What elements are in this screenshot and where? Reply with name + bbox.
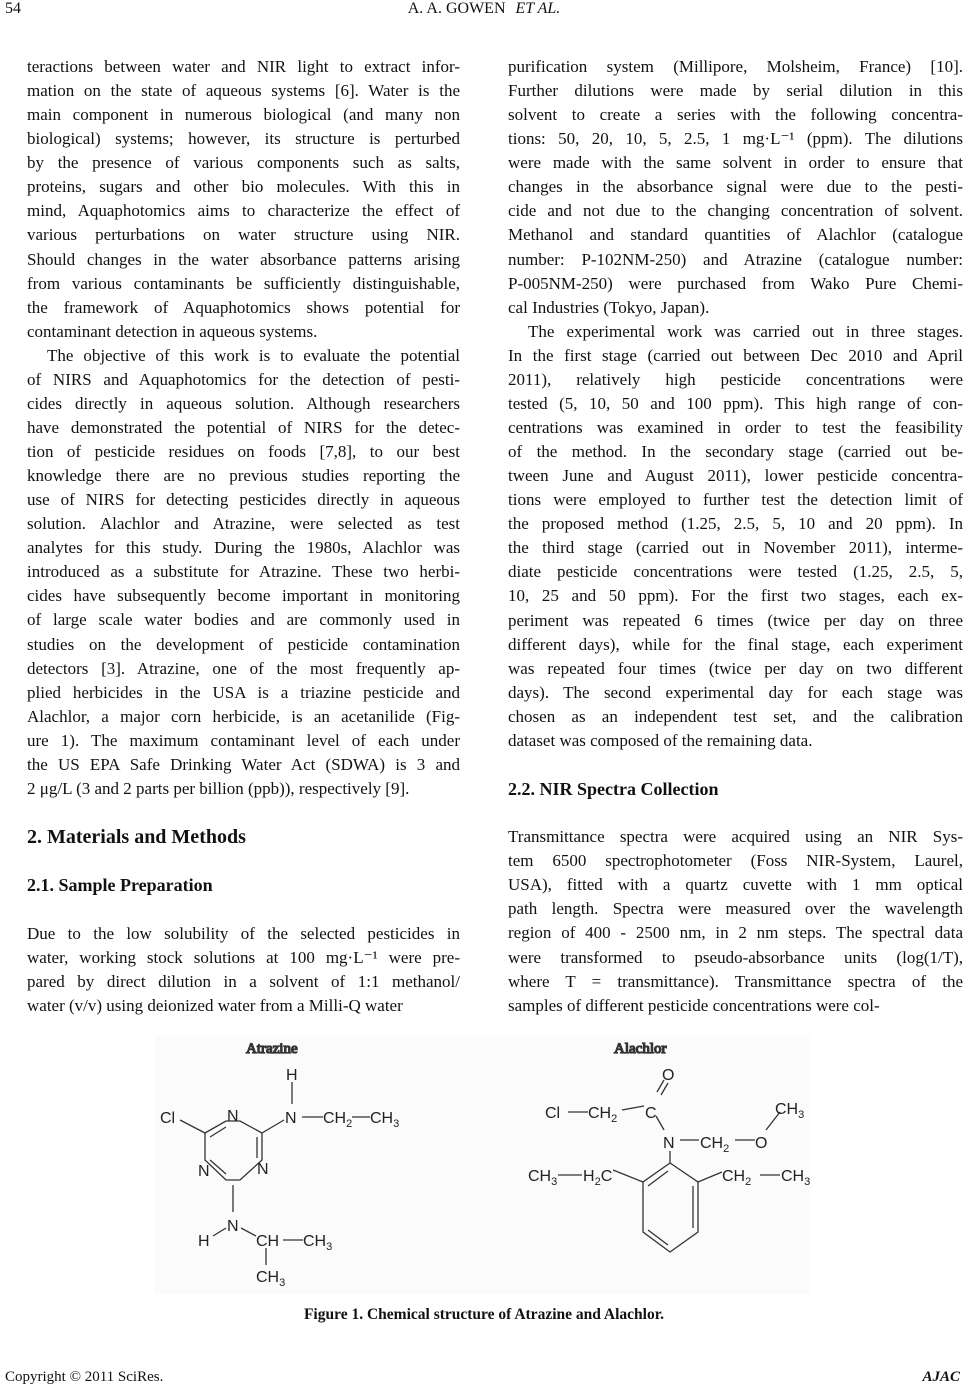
text-line: purification system (Millipore, Molsheim, France) [10].: [508, 57, 963, 76]
svg-text:Cl: Cl: [160, 1110, 176, 1127]
text-line: region of 400 - 2500 nm, in 2 nm steps. The spectral data: [508, 923, 963, 943]
text-line: Should changes in the water absorbance patterns arising: [27, 249, 460, 269]
svg-text:N: N: [227, 1218, 239, 1235]
svg-text:CH3: $CH_3$: [303, 1233, 333, 1253]
text-line: tween June and August 2011), lower pesticide concentra-: [508, 466, 963, 486]
text-line: Methanol and standard quantities of Alachlor (catalogue: [508, 225, 963, 245]
text-line: were transformed to pseudo-absorbance units (log(1/T),: [508, 947, 963, 967]
left-p3: [27, 922, 460, 1018]
text-line: biological) systems; however, its structure is perturbed: [27, 129, 460, 149]
text-line: different days), while for the final stage, each experiment: [508, 634, 963, 654]
svg-text:CH2: $CH_2$: [722, 1168, 752, 1188]
text-line: proteins, sugars and other bio molecules. With this in: [27, 177, 460, 197]
text-line: Further dilutions were made by serial dilution in this: [508, 81, 963, 101]
svg-text:CH2: $CH_2$: [323, 1110, 353, 1130]
svg-text:H2C: $H_2C$: [583, 1168, 613, 1188]
svg-text:CH: CH: [256, 1233, 280, 1250]
text-line: mind, Aquaphotomics aims to characterize the effect of: [27, 201, 460, 221]
text-line: various perturbations on water structure using NIR.: [27, 225, 460, 245]
text-line: introduced as a substitute for Atrazine. These two herbi-: [27, 562, 460, 582]
text-line: number: P-102NM-250) and Atrazine (catalogue number:: [508, 249, 963, 269]
text-line: The experimental work was carried out in three stages.: [528, 321, 963, 341]
atrazine-label: Atrazine: [246, 1041, 298, 1057]
text-line: from various contaminants be sufficiently distinguishable,: [27, 273, 460, 293]
text-line: contaminant detection in aqueous systems.: [27, 321, 318, 341]
text-line: USA), fitted with a quartz cuvette with 1 mm optical: [508, 875, 963, 895]
header-et-al: ET AL.: [515, 0, 561, 17]
text-line: water, working stock solutions at 100 mg·L⁻¹ were pre-: [27, 947, 460, 967]
text-line: The objective of this work is to evaluate the potential: [47, 345, 460, 365]
text-line: were made with the same solvent in order to ensure that: [508, 153, 963, 173]
text-line: where T = transmittance). Transmittance spectra of the: [508, 971, 963, 991]
right-p2: [508, 320, 963, 753]
svg-text:CH3: $CH_3$: [370, 1110, 400, 1130]
text-line: Transmittance spectra were acquired using an NIR Sys-: [508, 827, 963, 847]
text-line: have demonstrated the potential of NIRS for the detec-: [27, 417, 460, 437]
svg-text:N: N: [257, 1161, 269, 1178]
text-line: In the first stage (carried out between Dec 2010 and April: [508, 345, 963, 365]
svg-text:CH2: $CH_2$: [588, 1105, 618, 1125]
text-line: path length. Spectra were measured over the wavelength: [508, 899, 963, 919]
text-line: diate pesticide concentrations were tested (1.25, 2.5, 5,: [508, 562, 963, 582]
svg-text:H: H: [198, 1233, 210, 1250]
text-line: water (v/v) using deionized water from a Milli-Q water: [27, 995, 403, 1015]
text-line: tions were employed to further test the detection limit of: [508, 490, 963, 510]
alachlor-label: Alachlor: [614, 1041, 667, 1057]
text-line: tion of pesticide residues on foods [7,8], to our best: [27, 442, 460, 462]
svg-text:CH3: $CH_3$: [781, 1168, 810, 1188]
figure-caption: Figure 1. Chemical structure of Atrazine and Alachlor.: [303, 1306, 665, 1323]
alachlor-structure: [528, 1067, 810, 1252]
text-line: solvent to create a series with the following concentra-: [508, 105, 963, 125]
svg-text:Cl: Cl: [545, 1105, 561, 1122]
svg-text:N: N: [227, 1108, 239, 1125]
text-line: analytes for this study. During the 1980s, Alachlor was: [27, 538, 460, 558]
text-line: tested (5, 10, 50 and 100 ppm). This high range of con-: [508, 393, 963, 413]
text-line: P-005NM-250) were purchased from Wako Pure Chemi-: [508, 273, 963, 293]
text-line: solution. Alachlor and Atrazine, were selected as test: [27, 514, 460, 534]
text-line: cides have subsequently become important in monitoring: [27, 586, 460, 606]
svg-text:N: N: [198, 1163, 210, 1180]
svg-text:CH3: $CH_3$: [775, 1101, 805, 1121]
right-p3: [508, 825, 963, 1018]
text-line: knowledge there are no previous studies reporting the: [27, 466, 460, 486]
text-line: detectors [3]. Atrazine, one of the most frequently ap-: [27, 658, 460, 678]
svg-text:C: C: [645, 1105, 657, 1122]
text-line: of NIRS and Aquaphotomics for the detection of pesti-: [27, 369, 460, 389]
text-line: studies on the development of pesticide contamination: [27, 634, 460, 654]
svg-text:O: O: [755, 1135, 768, 1152]
text-line: cides directly in aqueous solution. Although researchers: [27, 393, 460, 413]
svg-text:CH2: $CH_2$: [700, 1135, 730, 1155]
svg-text:CH3: $CH_3$: [256, 1269, 286, 1289]
text-line: of large scale water bodies and are commonly used in: [27, 610, 460, 630]
text-line: use of NIRS for detecting pesticides directly in aqueous: [27, 490, 460, 510]
text-line: Due to the low solubility of the selected pesticides in: [27, 923, 460, 943]
text-line: dataset was composed of the remaining data.: [508, 730, 813, 750]
page-number: 54: [5, 0, 21, 17]
text-line: 10, 25 and 50 ppm). For the first two stages, each ex-: [508, 586, 963, 606]
text-line: the framework of Aquaphotomics shows potential for: [27, 297, 460, 317]
running-header: [0, 0, 968, 18]
text-line: cal Industries (Tokyo, Japan).: [508, 297, 710, 317]
svg-text:N: N: [663, 1135, 675, 1152]
text-line: centrations was examined in order to test the feasibility: [508, 418, 963, 438]
svg-text:N: N: [285, 1110, 297, 1127]
svg-text:O: O: [662, 1067, 675, 1084]
text-line: the US EPA Safe Drinking Water Act (SDWA) is 3 and: [27, 754, 460, 774]
text-line: ure 1). The maximum contaminant level of each under: [27, 730, 460, 750]
section-heading-nir-spectra: 2.2. NIR Spectra Collection: [508, 779, 719, 799]
text-line: tem 6500 spectrophotometer (Foss NIR-System, Laurel,: [508, 851, 963, 871]
left-p2: [27, 344, 460, 801]
text-line: 2011), relatively high pesticide concentrations were: [508, 369, 963, 389]
text-line: periment was repeated 6 times (twice per day on three: [508, 610, 963, 630]
atrazine-structure: [160, 1067, 399, 1289]
svg-text:H: H: [286, 1067, 298, 1084]
text-line: plied herbicides in the USA is a triazine pesticide and: [27, 682, 460, 702]
header-authors: A. A. GOWEN: [407, 0, 506, 17]
text-line: the third stage (carried out in November 2011), interme-: [508, 538, 963, 558]
footer-copyright: Copyright © 2011 SciRes.: [5, 1369, 164, 1385]
text-line: pared by direct dilution in a solvent of 1:1 methanol/: [27, 971, 460, 991]
text-line: tions: 50, 20, 10, 5, 2.5, 1 mg·L⁻¹ (ppm). The dilutions: [508, 129, 963, 149]
text-line: samples of different pesticide concentrations were col-: [508, 995, 880, 1015]
text-line: Alachlor, a major corn herbicide, is an acetanilide (Fig-: [27, 706, 460, 726]
text-line: days). The second experimental day for each stage was: [508, 682, 963, 702]
text-line: changes in the absorbance signal were due to the pesti-: [508, 177, 963, 197]
text-line: teractions between water and NIR light to extract infor-: [27, 57, 460, 76]
right-p1: [508, 55, 963, 320]
section-heading-sample-preparation: 2.1. Sample Preparation: [27, 875, 213, 895]
text-line: 2 μg/L (3 and 2 parts per billion (ppb)), respectively [9].: [27, 778, 410, 798]
footer-journal: AJAC: [922, 1369, 960, 1385]
text-line: of the method. In the secondary stage (carried out be-: [508, 442, 963, 462]
figure-1-chemical-structures: [155, 1036, 810, 1294]
text-line: chosen as an independent test set, and the calibration: [508, 706, 963, 726]
structures-drawing: [155, 1036, 810, 1294]
section-heading-materials-methods: 2. Materials and Methods: [27, 826, 246, 848]
text-line: the proposed method (1.25, 2.5, 5, 10 and 20 ppm). In: [508, 514, 963, 534]
text-line: mation on the state of aqueous systems [6]. Water is the: [27, 81, 460, 101]
left-p1: [27, 55, 460, 344]
text-line: by the presence of various components such as salts,: [27, 153, 460, 173]
text-line: cide and not due to the changing concentration of solvent.: [508, 201, 963, 221]
text-line: was repeated four times (twice per day on two different: [508, 658, 963, 678]
svg-text:CH3: $CH_3$: [528, 1168, 558, 1188]
text-line: main component in numerous biological (and many non: [27, 105, 460, 125]
